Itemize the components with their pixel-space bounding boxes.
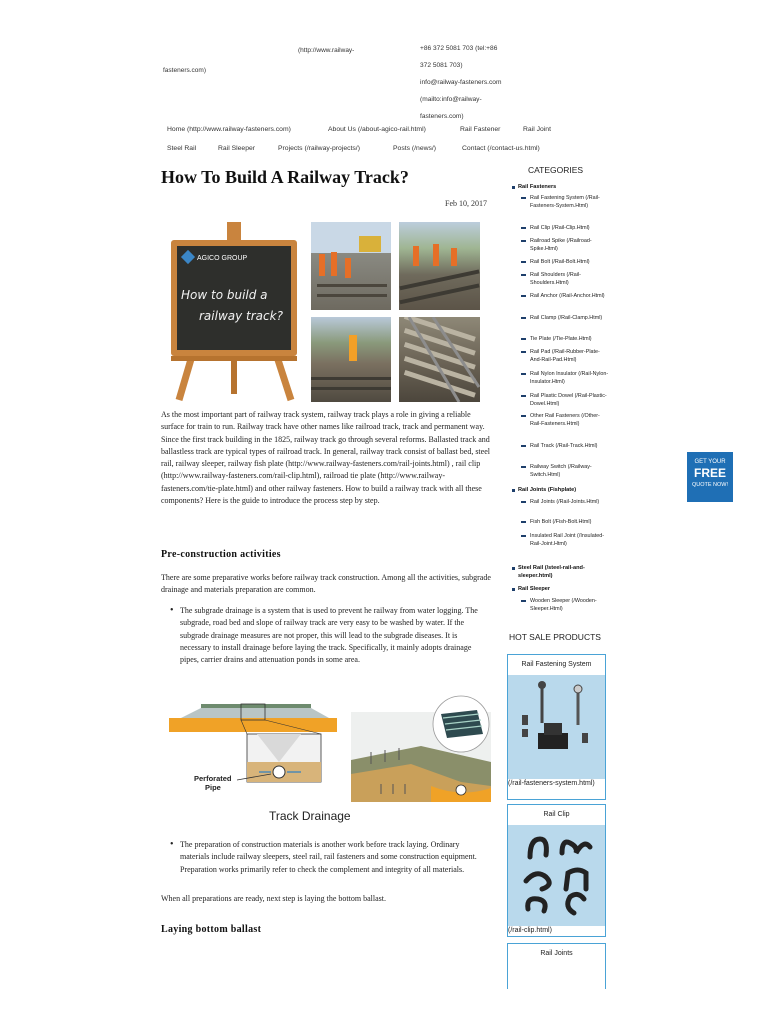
- subcategory-dash-icon: [521, 261, 526, 263]
- subcategory-label[interactable]: Wooden Sleeper (/Wooden-Sleeper.Html): [530, 598, 597, 612]
- section-heading-pre-construction: Pre-construction activities: [161, 549, 281, 560]
- product-title[interactable]: Rail Fastening System: [521, 661, 592, 668]
- product-card-rail-fastening-system[interactable]: [507, 654, 606, 800]
- section-paragraph: There are some preparative works before railway track construction. Among all the activities, subgrade drainage and materials preparation are common.: [161, 573, 491, 595]
- hero-brand-text: AGICO GROUP: [197, 255, 248, 262]
- categories-heading: CATEGORIES: [528, 165, 584, 175]
- subcategory-dash-icon: [521, 521, 526, 523]
- subcategory-label[interactable]: Rail Clamp (/Rail-Clamp.Html): [530, 315, 603, 321]
- category-label[interactable]: Rail Fasteners: [518, 184, 557, 190]
- subcategory-dash-icon: [521, 240, 526, 242]
- category-bullet-icon: [512, 588, 515, 591]
- product-card-rail-clip[interactable]: [507, 804, 606, 937]
- nav-posts[interactable]: Posts (/news/): [393, 145, 437, 152]
- track-drainage-diagram: [161, 690, 496, 830]
- nav-rail-sleeper[interactable]: Rail Sleeper: [218, 145, 256, 152]
- hero-board-line-2: railway track?: [199, 309, 283, 323]
- subcategory-dash-icon: [521, 317, 526, 319]
- subcategory-label[interactable]: Insulated Rail Joint (/Insulated-Rail-Joint.Html): [530, 533, 605, 547]
- article-intro: As the most important part of railway track system, railway track plays a role in giving a reliable surface for train to run. Railway track have other names like railroad track, track and permanent way. Since the first track building in the 1825, railway track go through several reforms. Ballasted track and ballastless track are typical types of railroad track. In general, railway track consist of ballast bed, steel rail, railway sleeper, railway fish plate (http://www.railway-fasteners.com/rail-joints.html) , rail clip (http://www.railway-fasteners.com/rail-clip.html), railroad tie plate (http://www.railway-fasteners.com/tie-plate.html) and other railway fasteners. How to build a railway track with all these components? Here is the guide to introduce the process step by step.: [161, 410, 490, 506]
- free-quote-badge[interactable]: [687, 452, 733, 502]
- quote-line-2: FREE: [693, 466, 726, 480]
- phone-link[interactable]: +86 372 5081 703 (tel:+86: [420, 45, 498, 52]
- quote-line-1: GET YOUR: [694, 459, 726, 465]
- rail-fastening-system-image[interactable]: [508, 675, 605, 780]
- subcategory-dash-icon: [521, 197, 526, 199]
- hero-collage: [161, 222, 481, 402]
- sleepers-track-photo: [399, 317, 480, 402]
- nav-about-us[interactable]: About Us (/about-agico-rail.html): [328, 126, 426, 133]
- subcategory-label[interactable]: Railroad Spike (/Railroad-Spike.Html): [530, 238, 592, 252]
- article-title: How To Build A Railway Track?: [161, 167, 409, 187]
- subcategory-dash-icon: [521, 295, 526, 297]
- product-title[interactable]: Rail Joints: [540, 950, 573, 957]
- hero-board-line-1: How to build a: [181, 288, 268, 302]
- subcategory-label[interactable]: Rail Plastic Dowel (/Rail-Plastic-Dowel.Html): [530, 393, 607, 407]
- email-mailto-continued[interactable]: fasteners.com): [420, 113, 464, 120]
- diagram-caption: Track Drainage: [269, 809, 351, 823]
- subcategory-label[interactable]: Rail Fastening System (/Rail-Fasteners-System.Html): [530, 195, 600, 209]
- subcategory-label[interactable]: Railway Switch (/Railway-Switch.Html): [530, 464, 592, 478]
- article-date: Feb 10, 2017: [445, 199, 487, 208]
- section-heading-bottom-ballast: Laying bottom ballast: [161, 924, 262, 935]
- product-link[interactable]: (/rail-fasteners-system.html): [508, 779, 605, 788]
- subcategory-dash-icon: [521, 535, 526, 537]
- site-logo[interactable]: [163, 40, 293, 58]
- subcategory-label[interactable]: Other Rail Fasteners (/Other-Rail-Fasteners.Html): [530, 413, 600, 427]
- product-link[interactable]: (/rail-clip.html): [508, 926, 605, 935]
- subcategory-dash-icon: [521, 600, 526, 602]
- category-bullet-icon: [512, 489, 515, 492]
- subcategory-label[interactable]: Fish Bolt (/Fish-Bolt.Html): [530, 519, 592, 525]
- subcategory-label[interactable]: Rail Pad (/Rail-Rubber-Plate-And-Rail-Pad.Html): [530, 349, 600, 363]
- category-label[interactable]: Steel Rail (/steel-rail-and-sleeper.html): [518, 565, 585, 579]
- logo-url-continued[interactable]: fasteners.com): [163, 67, 206, 74]
- hot-sale-heading: HOT SALE PRODUCTS: [509, 632, 601, 642]
- section-closing-paragraph: When all preparations are ready, next step is laying the bottom ballast.: [161, 894, 386, 903]
- subcategory-label[interactable]: Rail Shoulders (/Rail-Shoulders.Html): [530, 272, 581, 286]
- subcategory-dash-icon: [521, 395, 526, 397]
- subcategory-label[interactable]: Rail Clip (/Rail-Clip.Html): [530, 225, 590, 231]
- quote-line-3: QUOTE NOW!: [691, 482, 729, 488]
- diagram-pipe-label-2: Pipe: [205, 783, 221, 792]
- category-label[interactable]: Rail Joints (Fishplate): [518, 487, 577, 493]
- subcategory-dash-icon: [521, 338, 526, 340]
- nav-rail-joint[interactable]: Rail Joint: [523, 126, 551, 133]
- subcategory-label[interactable]: Tie Plate (/Tie-Plate.Html): [530, 336, 592, 342]
- category-label[interactable]: Rail Sleeper: [518, 586, 551, 592]
- subcategory-dash-icon: [521, 501, 526, 503]
- subcategory-dash-icon: [521, 466, 526, 468]
- nav-rail-fastener[interactable]: Rail Fastener: [460, 126, 501, 133]
- subcategory-dash-icon: [521, 415, 526, 417]
- subcategory-label[interactable]: Rail Joints (/Rail-Joints.Html): [530, 499, 600, 505]
- phone-link-continued[interactable]: 372 5081 703): [420, 62, 463, 69]
- category-bullet-icon: [512, 186, 515, 189]
- list-item-subgrade-drainage: • The subgrade drainage is a system that is used to prevent he railway from water logging. The subgrade, road bed and slope of railway track are very easy to be washed by water. If the subgrade drainage measures are not proper, this will lead to the subgrade diseases. It is necessary to install drainage before laying the track. Specifically, it mainly adopts drainage pipes, carrier drains and attenuation ponds in some area.: [180, 605, 490, 666]
- contact-info: [420, 40, 530, 125]
- rail-laying-photo: [399, 222, 480, 310]
- ballast-worker-photo: [311, 317, 391, 402]
- product-title[interactable]: Rail Clip: [543, 811, 570, 818]
- category-bullet-icon: [512, 567, 515, 570]
- list-item-materials: • The preparation of construction materials is another work before track laying. Ordinary materials include railway sleepers, steel rail, rail fasteners and some construction equipment. Preparation works primarily refer to check the complement and integrity of all materials.: [180, 839, 490, 876]
- subcategory-label[interactable]: Rail Anchor (/Rail-Anchor.Html): [530, 293, 605, 299]
- easel-chalkboard-image: [169, 222, 299, 402]
- nav-steel-rail[interactable]: Steel Rail: [167, 145, 197, 152]
- email-mailto[interactable]: (mailto:info@railway-: [420, 96, 482, 103]
- subcategory-dash-icon: [521, 227, 526, 229]
- subcategory-dash-icon: [521, 373, 526, 375]
- subcategory-dash-icon: [521, 274, 526, 276]
- email-link[interactable]: info@railway-fasteners.com: [420, 79, 502, 86]
- nav-home[interactable]: Home (http://www.railway-fasteners.com): [167, 126, 291, 133]
- subcategory-dash-icon: [521, 445, 526, 447]
- rail-clip-image[interactable]: [508, 825, 605, 926]
- subcategory-label[interactable]: Rail Nylon Insulator (/Rail-Nylon-Insulator.Html): [530, 371, 609, 385]
- subcategory-label[interactable]: Rail Track (/Rail-Track.Html): [530, 443, 598, 449]
- nav-projects[interactable]: Projects (/railway-projects/): [278, 145, 360, 152]
- logo-url[interactable]: (http://www.railway-: [298, 47, 355, 54]
- track-workers-photo: [311, 222, 391, 310]
- nav-contact[interactable]: Contact (/contact-us.html): [462, 145, 540, 152]
- diagram-pipe-label-1: Perforated: [194, 774, 232, 783]
- product-card-rail-joints[interactable]: [507, 943, 606, 989]
- subcategory-dash-icon: [521, 351, 526, 353]
- subcategory-label[interactable]: Rail Bolt (/Rail-Bolt.Html): [530, 259, 590, 265]
